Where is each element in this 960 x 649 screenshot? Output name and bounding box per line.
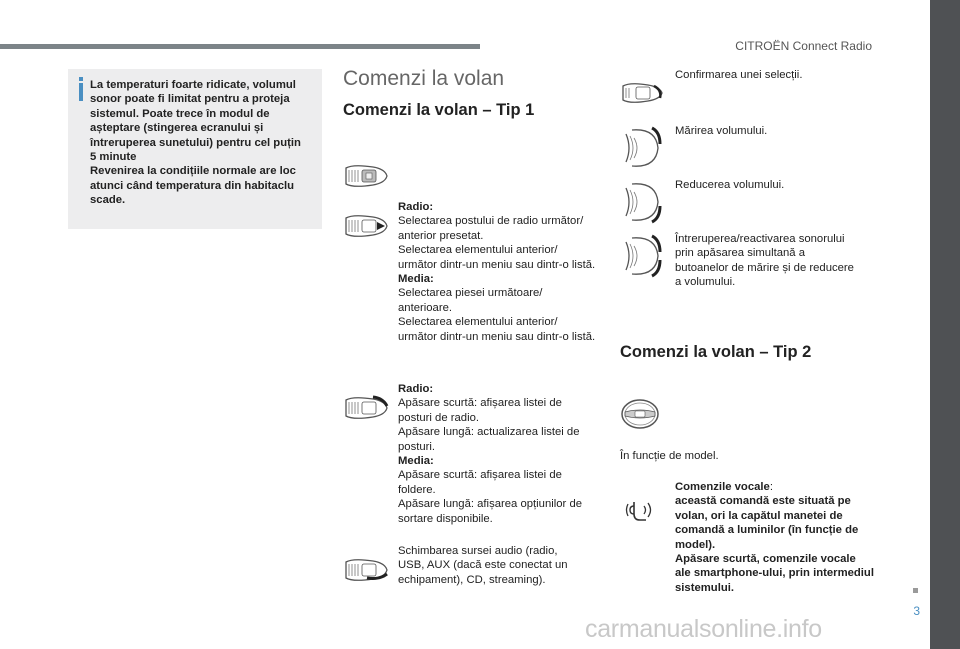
right-item-line: Confirmarea unei selecții.: [675, 69, 803, 81]
type1-item-line: Apăsare lungă: actualizarea listei de: [398, 426, 580, 439]
watermark: carmanualsonline.info: [585, 615, 822, 643]
confirm-text: [675, 68, 880, 82]
voice-line: Apăsare scurtă, comenzile vocale: [675, 553, 856, 566]
voice-line: volan, ori la capătul manetei de: [675, 509, 843, 522]
type1-item-line: Radio:: [398, 201, 434, 213]
stalk-source-icon: [343, 556, 391, 584]
stalk-overview-icon: [343, 162, 391, 190]
type1-item-line: Apăsare scurtă: afișarea listei de: [398, 469, 562, 482]
page-number: 3: [913, 604, 920, 618]
info-line: sistemul. Poate trece în modul de: [90, 107, 270, 120]
voice-line: comandă a luminilor (în funcție de: [675, 524, 859, 537]
info-box: [68, 69, 322, 229]
mute-text: [675, 232, 880, 290]
right-item-line: Reducerea volumului.: [675, 179, 785, 191]
type1-title: Comenzi la volan – Tip 1: [343, 101, 535, 119]
voice-command-text: [675, 480, 880, 595]
info-icon: [76, 77, 86, 101]
voice-line: această comandă este situată pe: [675, 495, 851, 508]
type1-item-list-text: [398, 382, 598, 526]
type1-item-line: Selectarea elementului anterior/: [398, 244, 558, 257]
voice-line: sistemului.: [675, 581, 735, 594]
type1-item-line: Media:: [398, 273, 434, 286]
steering-wheel-icon: [620, 398, 660, 430]
info-line: 5 minute: [90, 151, 137, 164]
volume-down-text: [675, 178, 880, 192]
stalk-list-icon: [343, 394, 391, 422]
type1-item-line: Selectarea elementului anterior/: [398, 316, 558, 329]
type2-caption: În funcție de model.: [620, 450, 719, 462]
info-line: sonor poate fi limitat pentru a proteja: [90, 93, 290, 106]
info-line: Revenirea la condițiile normale are loc: [90, 165, 296, 178]
type1-item-line: Selectarea postului de radio următor/: [398, 215, 584, 228]
type1-item-line: Schimbarea sursei audio (radio,: [398, 545, 558, 557]
volume-up-icon: [620, 126, 662, 170]
right-edge-band: [930, 0, 960, 649]
voice-line: ale smartphone-ului, prin intermediul: [675, 567, 874, 580]
right-item-line: a volumului.: [675, 276, 736, 289]
voice-command-colon: :: [769, 481, 773, 493]
info-text: [90, 78, 314, 208]
voice-command-lines: [675, 494, 880, 595]
voice-line: model).: [675, 538, 716, 551]
voice-command-label: Comenzile vocale: [675, 481, 770, 493]
type1-item-line: următor dintr-un meniu sau dintr-o listă.: [398, 330, 596, 343]
type1-item-line: Apăsare scurtă: afișarea listei de: [398, 397, 562, 410]
volume-up-text: [675, 124, 880, 138]
type1-item-seek-text: [398, 200, 598, 344]
right-item-line: prin apăsarea simultană a: [675, 247, 805, 260]
type1-item-line: USB, AUX (dacă este conectat un: [398, 559, 568, 572]
type1-item-source-text: [398, 544, 598, 587]
type1-item-line: echipament), CD, streaming).: [398, 573, 546, 586]
right-item-line: Întreruperea/reactivarea sonorului: [675, 233, 845, 245]
type1-item-line: posturi.: [398, 440, 436, 453]
info-line: atunci când temperatura din habitaclu: [90, 179, 295, 192]
type1-item-line: Apăsare lungă: afișarea opțiunilor de: [398, 498, 583, 511]
type1-item-line: posturi de radio.: [398, 411, 480, 424]
section-title: Comenzi la volan: [343, 67, 505, 90]
stalk-seek-icon: [343, 212, 391, 240]
voice-command-icon: [624, 498, 656, 524]
type1-item-line: Radio:: [398, 383, 434, 395]
header-title: CITROËN Connect Radio: [735, 39, 872, 53]
mute-icon: [620, 234, 662, 278]
type2-title: Comenzi la volan – Tip 2: [620, 343, 812, 361]
stalk-confirm-icon: [620, 80, 664, 106]
type1-item-line: Media:: [398, 455, 434, 468]
header-rule: [0, 44, 480, 49]
type1-item-line: foldere.: [398, 483, 436, 496]
type1-item-line: următor dintr-un meniu sau dintr-o listă.: [398, 258, 596, 271]
type1-item-line: anterior presetat.: [398, 229, 484, 242]
right-item-line: butoanelor de mărire și de reducere: [675, 261, 854, 274]
info-line: așteptare (stingerea ecranului și: [90, 122, 264, 135]
info-line: La temperaturi foarte ridicate, volumul: [90, 79, 296, 91]
right-item-line: Mărirea volumului.: [675, 125, 768, 137]
page-marker: [913, 588, 918, 593]
info-line: scade.: [90, 194, 126, 207]
type1-item-line: sortare disponibile.: [398, 512, 493, 525]
info-line: întreruperea sunetului) pentru cel puțin: [90, 136, 301, 149]
type1-item-line: anterioare.: [398, 301, 453, 314]
type1-item-line: Selectarea piesei următoare/: [398, 287, 543, 300]
volume-down-icon: [620, 180, 662, 224]
